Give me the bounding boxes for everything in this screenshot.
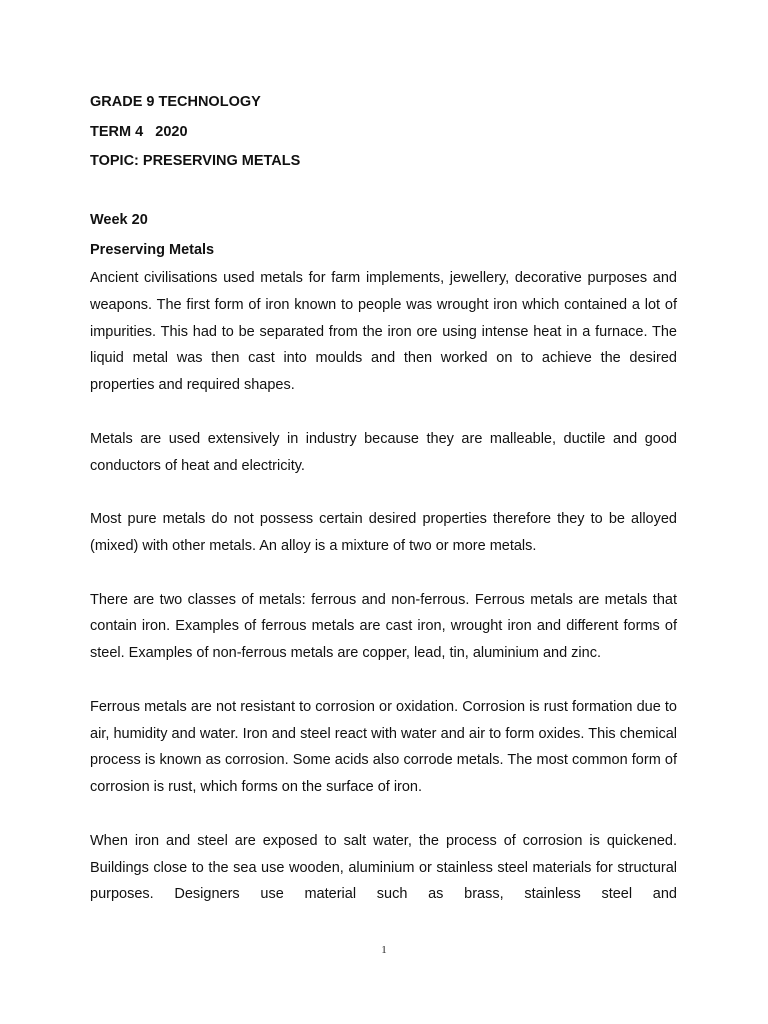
- section-title: Preserving Metals: [90, 241, 215, 258]
- heading-spacer: [90, 177, 677, 207]
- page-number: 1: [381, 944, 387, 956]
- paragraph-salt-water: When iron and steel are exposed to salt water, the process of corrosion is quickened. Buildings close to the sea use wooden, aluminium or stainless steel materials for structural purposes. Designers use material such as brass, stainless steel and: [90, 832, 677, 903]
- topic-heading: TOPIC: PRESERVING METALS: [90, 153, 301, 169]
- paragraph-alloys: Most pure metals do not possess certain desired properties therefore they to be alloyed (mixed) with other metals. An alloy is a mixture of two or more metals.: [90, 511, 677, 554]
- week-heading: Week 20: [90, 212, 148, 228]
- paragraph-corrosion: Ferrous metals are not resistant to corrosion or oxidation. Corrosion is rust formation due to air, humidity and water. Iron and steel react with water and air to form oxides. This chemical process is known as corrosion. Some acids also corrode metals. The most common form of corrosion is rust, which forms on the surface of iron.: [90, 698, 677, 796]
- paragraph-history: Ancient civilisations used metals for farm implements, jewellery, decorative purposes and weapons. The first form of iron known to people was wrought iron which contained a lot of impurities. This had to be separated from the iron ore using intense heat in a furnace. The liquid metal was then cast into moulds and then worked on to achieve the desired properties and required shapes.: [90, 270, 677, 394]
- paragraph-industry-use: Metals are used extensively in industry because they are malleable, ductile and good conductors of heat and electricity.: [90, 430, 677, 474]
- term-heading: TERM 4 2020: [90, 123, 188, 140]
- paragraph-metal-classes: There are two classes of metals: ferrous and non-ferrous. Ferrous metals are metals that contain iron. Examples of ferrous metals are cast iron, wrought iron and different forms of steel. Examples of non-ferrous metals are copper, lead, tin, aluminium and zinc.: [90, 591, 677, 662]
- document-page: [90, 88, 677, 908]
- grade-heading: GRADE 9 TECHNOLOGY: [90, 94, 261, 110]
